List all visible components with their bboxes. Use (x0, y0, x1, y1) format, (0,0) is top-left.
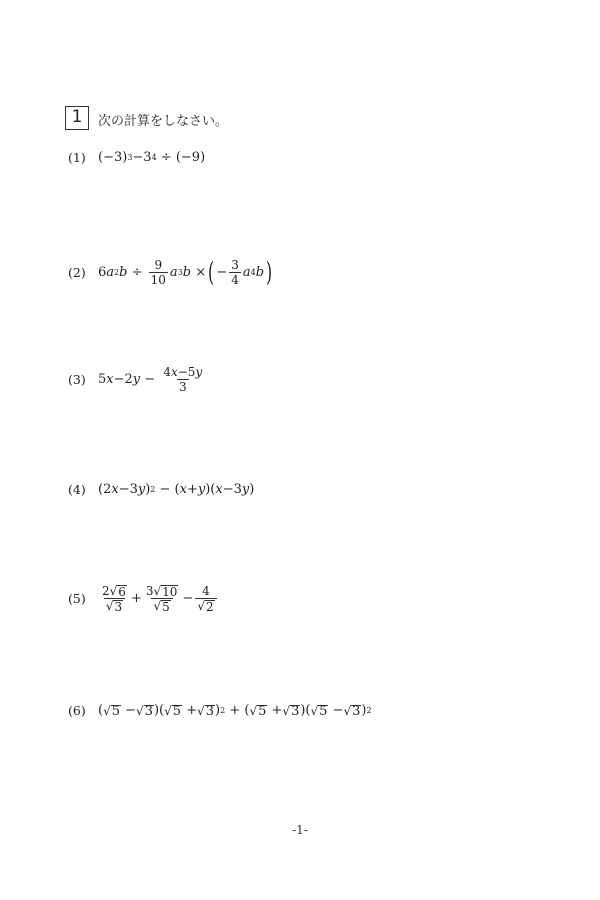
fraction: $\frac{9}{10}$ (150, 258, 166, 287)
math-expression: 2 √ 6 √ 3 + 3 √ 10 √ 5 − 4 √ 2 (98, 584, 219, 613)
problem-6 (68, 703, 372, 718)
problem-5 (68, 584, 219, 613)
math-expression: (2 x −3 y ) 2 − ( x + y )( x −3 y ) (98, 482, 255, 497)
problem-label: (3) (68, 372, 86, 387)
fraction: $\frac{4x-5y}{3}$ (163, 365, 203, 394)
instruction-text: 次の計算をしなさい。 (98, 114, 229, 129)
problem-4 (68, 482, 254, 497)
math-expression: 6 a 2 b ÷ $\frac{9}{10}$ a 3 b × ( − $\frac{3}{4}$ a 4 b ) (98, 257, 273, 288)
math-expression: ( √ 5 − √ 3 )( √ 5 + √ 3 ) 2 + ( √ 5 + √ 3 )( √ 5 − √ 3 ) 2 (98, 703, 372, 719)
fraction: 3 √ 10 √ 5 (145, 584, 178, 614)
math-expression: 5 x −2 y − $\frac{4x-5y}{3}$ (98, 365, 203, 394)
problem-label: (6) (68, 703, 86, 718)
fraction: 2 √ 6 √ 3 (102, 584, 126, 614)
problem-label: (4) (68, 482, 86, 497)
problem-label: (2) (68, 265, 86, 280)
page-number: -1- (292, 823, 308, 837)
fraction: 4 √ 2 (195, 584, 216, 613)
problem-label: (1) (68, 150, 86, 165)
problem-3 (68, 365, 206, 394)
problem-1 (68, 150, 205, 165)
fraction: $\frac{3}{4}$ (231, 258, 239, 287)
problem-label: (5) (68, 591, 86, 606)
question-number-box: 1 (65, 106, 89, 130)
math-expression: (−3) 3 −3 4 ÷ (−9) (98, 150, 206, 165)
problem-2 (68, 258, 274, 287)
